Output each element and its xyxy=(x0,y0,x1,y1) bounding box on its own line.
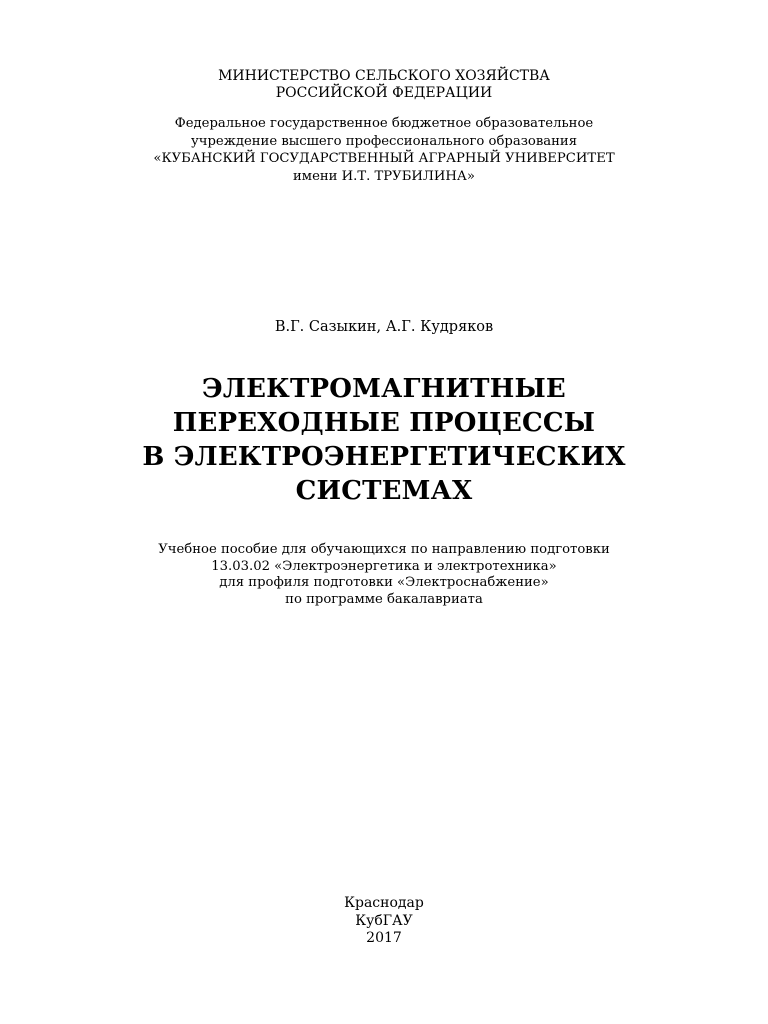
institution-name xyxy=(0,115,768,185)
subtitle-line: 13.03.02 «Электроэнергетика и электротехника» xyxy=(211,558,557,574)
authors-line: В.Г. Сазыкин, А.Г. Кудряков xyxy=(274,319,494,335)
title-line: В ЭЛЕКТРОЭНЕРГЕТИЧЕСКИХ xyxy=(142,442,626,472)
subtitle-line: по программе бакалавриата xyxy=(285,591,483,607)
imprint-publisher: КубГАУ xyxy=(355,912,413,929)
imprint xyxy=(0,895,768,948)
book-subtitle xyxy=(0,542,768,608)
subtitle-line: для профиля подготовки «Электроснабжение» xyxy=(219,575,549,590)
institution-line: «КУБАНСКИЙ ГОСУДАРСТВЕННЫЙ АГРАРНЫЙ УНИВЕРСИТЕТ xyxy=(153,151,615,166)
institution-line: Федеральное государственное бюджетное образовательное xyxy=(174,116,594,131)
imprint-city: Краснодар xyxy=(344,895,424,911)
subtitle-line: Учебное пособие для обучающихся по направлению подготовки xyxy=(158,542,610,557)
title-line: СИСТЕМАХ xyxy=(295,476,473,506)
ministry-line: РОССИЙСКОЙ ФЕДЕРАЦИИ xyxy=(275,85,493,101)
institution-line: учреждение высшего профессионального образования xyxy=(190,133,578,149)
institution-line: имени И.Т. ТРУБИЛИНА» xyxy=(293,168,475,184)
title-line: ЭЛЕКТРОМАГНИТНЫЕ xyxy=(202,374,566,404)
title-line: ПЕРЕХОДНЫЕ ПРОЦЕССЫ xyxy=(172,408,596,438)
book-title xyxy=(0,372,768,508)
ministry-line: МИНИСТЕРСТВО СЕЛЬСКОГО ХОЗЯЙСТВА xyxy=(218,68,550,84)
authors xyxy=(0,318,768,336)
ministry-name xyxy=(0,68,768,102)
imprint-year: 2017 xyxy=(366,930,402,946)
